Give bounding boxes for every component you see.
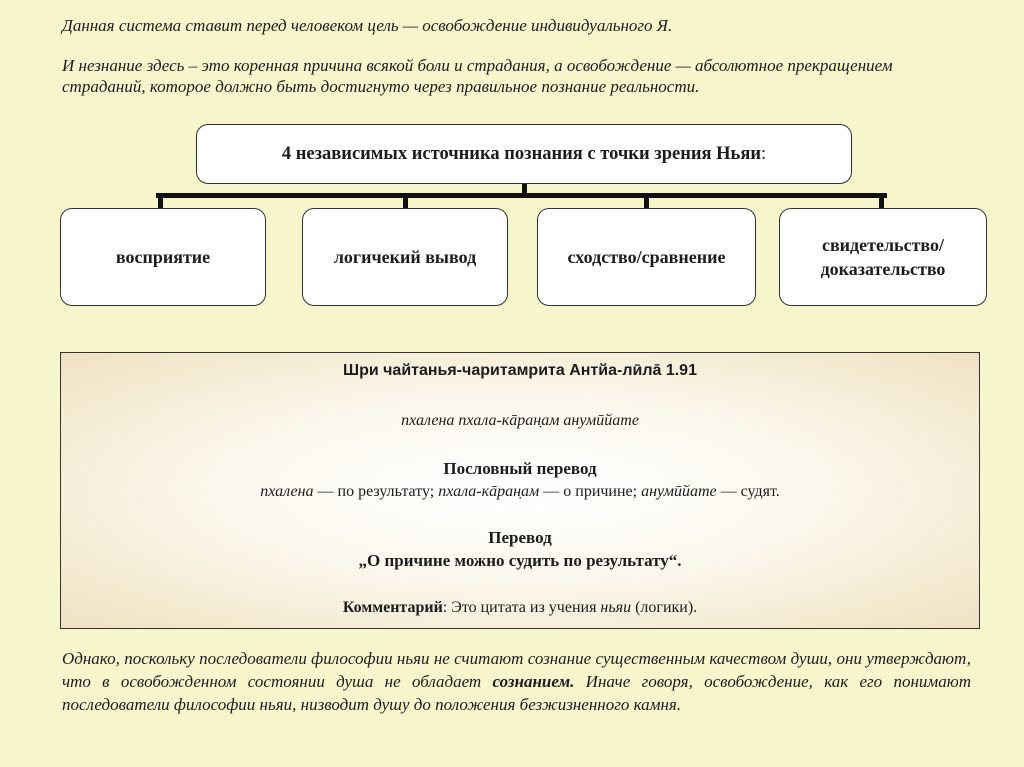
intro-line-2: И незнание здесь – это коренная причина всякой боли и страдания, а освобождение — абсолютное прекращением страданий, которое должно быть достигнуто через правильное познание реальности. [62, 56, 893, 96]
connector-drop-2 [403, 193, 408, 209]
connector-drop-3 [644, 193, 649, 209]
comment-label: Комментарий [342, 599, 443, 616]
translation-title: Перевод [488, 528, 552, 547]
comment-line [61, 597, 979, 619]
intro-line-1: Данная система ставит перед человеком цель — освобождение индивидуального Я. [62, 16, 673, 35]
literal-gloss-1: — по результату; [313, 483, 439, 500]
literal-word-3: анумӣйате [641, 483, 717, 500]
source-box-inference: логичекий вывод [302, 208, 508, 306]
quote-heading: Шри чайтанья-чаритамрита Антйа-лӣлā 1.91 [343, 362, 697, 379]
quote-box [60, 352, 980, 629]
diagram-title-colon: : [760, 143, 767, 164]
literal-gloss-2: — о причине; [539, 483, 642, 500]
quote-verse: пхалена пхала-кāран̣ам анумӣйате [401, 412, 639, 429]
connector-drop-4 [879, 193, 884, 209]
connector-bar [156, 193, 887, 198]
comment-text-1: : Это цитата из учения [442, 599, 601, 616]
literal-word-1: пхалена [260, 483, 314, 500]
source-box-testimony: свидетельство/ доказательство [779, 208, 987, 306]
source-box-comparison: сходство/сравнение [537, 208, 756, 306]
literal-title: Пословный перевод [443, 459, 597, 478]
comment-text-2: ньяи [600, 599, 632, 616]
literal-translation [61, 481, 979, 503]
closing-bold: сознанием. [492, 672, 575, 691]
closing-part-2: Иначе говоря, освобождение, как его понимают последователи философии ньяи, низводит душу до положения безжизненного камня. [62, 672, 971, 714]
diagram-title: 4 независимых источника познания с точки зрения Ньяи [281, 143, 761, 164]
diagram-title-box [196, 124, 852, 184]
closing-part-1: Однако, поскольку последователи философии ньяи не считают сознание существенным качеством души, они утверждают, что в освобожденном состоянии душа не обладает [62, 649, 971, 691]
closing-paragraph [62, 647, 971, 716]
translation-text: „О причине можно судить по результату“. [358, 551, 682, 570]
connector-drop-1 [158, 193, 163, 209]
comment-text-3: (логики). [631, 599, 698, 616]
literal-gloss-3: — судят. [716, 483, 780, 500]
literal-word-2: пхала-кāран̣ам [438, 483, 540, 500]
source-box-perception: восприятие [60, 208, 266, 306]
